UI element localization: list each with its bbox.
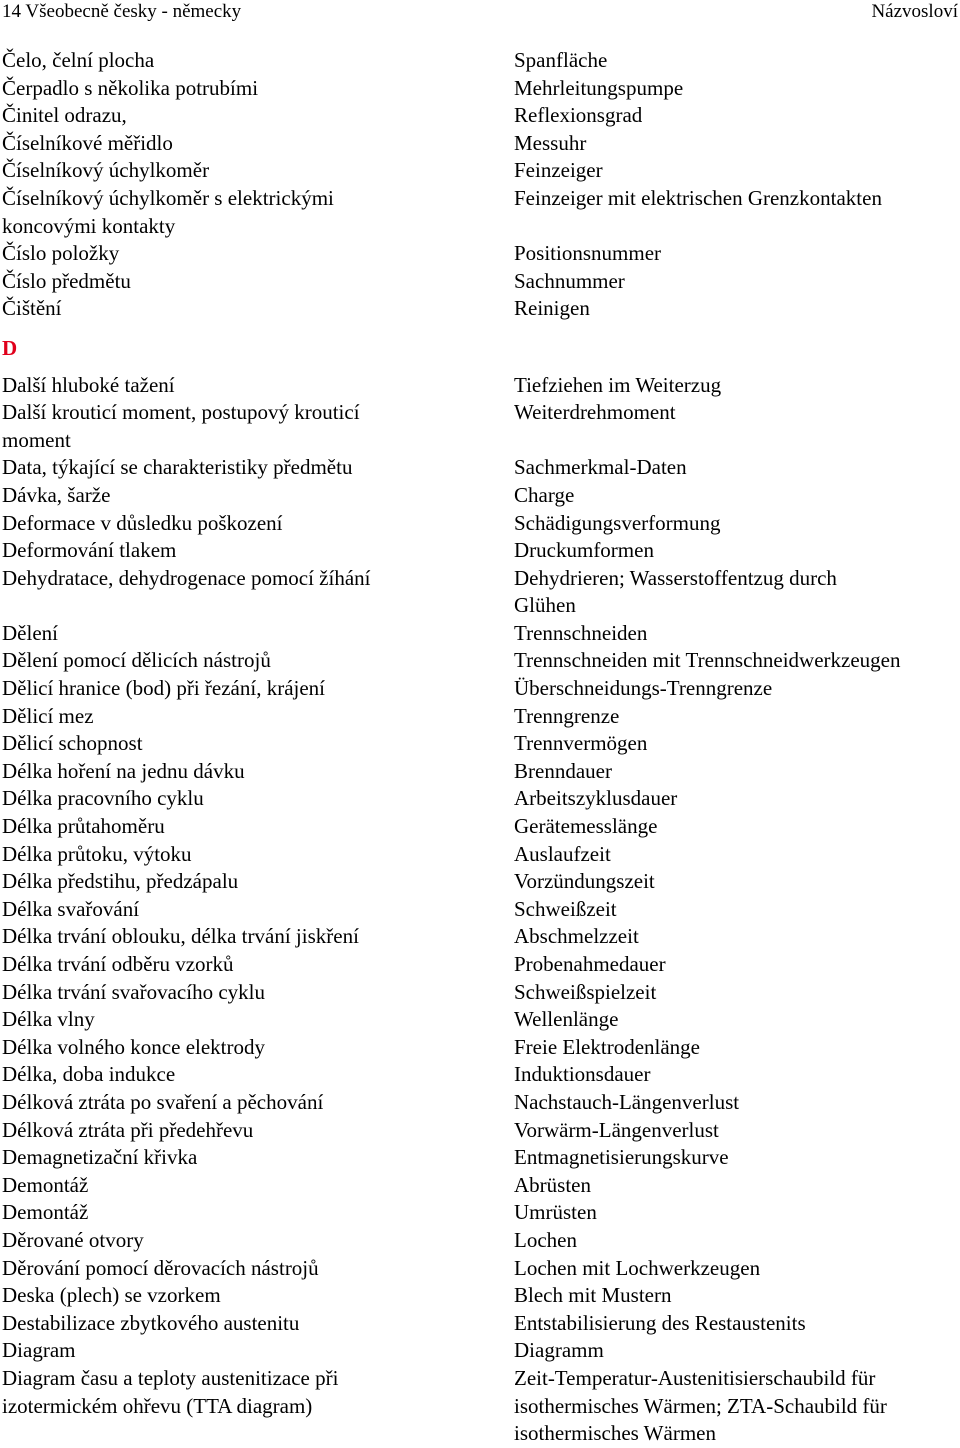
- german-term: Gerätemesslänge: [514, 814, 658, 839]
- czech-term: Délková ztráta po svaření a pěchování: [2, 1089, 324, 1114]
- glossary-row: [0, 1199, 960, 1227]
- glossary-row: [0, 240, 960, 268]
- glossary-row: [0, 482, 960, 510]
- czech-term: Deformace v důsledku poškození: [2, 510, 283, 535]
- page-header: [0, 0, 960, 24]
- glossary-row: [0, 1089, 960, 1117]
- glossary-row: [0, 1365, 960, 1448]
- glossary-row: [0, 399, 960, 454]
- glossary-row: [0, 620, 960, 648]
- german-term: Reflexionsgrad: [514, 103, 643, 128]
- german-term: Dehydrieren; Wasserstoffentzug durch Glühen: [514, 565, 837, 618]
- glossary-row: [0, 47, 960, 75]
- page-number-section-title: 14 Všeobecně česky - německy: [2, 1, 242, 22]
- glossary-row: [0, 896, 960, 924]
- glossary-row: [0, 1282, 960, 1310]
- glossary-row: [0, 537, 960, 565]
- glossary-row: [0, 1227, 960, 1255]
- german-term: Wellenlänge: [514, 1007, 619, 1032]
- czech-term: Délka vlny: [2, 1007, 95, 1032]
- section-letter: D: [2, 335, 18, 360]
- german-term: Lochen: [514, 1227, 577, 1252]
- german-term: Nachstauch-Längenverlust: [514, 1089, 740, 1114]
- german-term: Abrüsten: [514, 1172, 591, 1197]
- german-term: Positionsnummer: [514, 241, 662, 266]
- glossary-row: [0, 130, 960, 158]
- glossary-row: [0, 703, 960, 731]
- czech-term: Dělení: [2, 620, 58, 645]
- glossary-row: [0, 454, 960, 482]
- czech-term: Demagnetizační křivka: [2, 1145, 198, 1170]
- czech-term: Délka trvání svařovacího cyklu: [2, 979, 265, 1004]
- german-term: Spanfläche: [514, 48, 608, 72]
- czech-term: Číselníkové měřidlo: [2, 130, 173, 155]
- german-term: Sachmerkmal-Daten: [514, 455, 687, 480]
- glossary-row: [0, 1172, 960, 1200]
- czech-term: Diagram času a teploty austenitizace při izotermickém ohřevu (TTA diagram): [2, 1365, 339, 1418]
- german-term: Überschneidungs-Trenngrenze: [514, 676, 773, 701]
- czech-term: Dělení pomocí dělicích nástrojů: [2, 648, 271, 673]
- czech-term: Data, týkající se charakteristiky předmětu: [2, 455, 353, 480]
- czech-term: Délka svařování: [2, 896, 140, 921]
- german-term: Umrüsten: [514, 1200, 597, 1225]
- german-term: Zeit-Temperatur-Austenitisierschaubild für isothermisches Wärmen; ZTA-Schaubild für isothermisches Wärmen: [514, 1365, 887, 1446]
- czech-term: Děrované otvory: [2, 1227, 144, 1252]
- glossary-row: [0, 675, 960, 703]
- glossary-row: [0, 1337, 960, 1365]
- german-term: Schweißspielzeit: [514, 979, 657, 1004]
- german-term: Auslaufzeit: [514, 841, 611, 866]
- glossary-list: [0, 47, 960, 1448]
- czech-term: Činitel odrazu,: [2, 103, 127, 128]
- german-term: Vorwärm-Längenverlust: [514, 1117, 719, 1142]
- czech-term: Demontáž: [2, 1200, 89, 1225]
- czech-term: Dělicí hranice (bod) při řezání, krájení: [2, 676, 326, 701]
- czech-term: Číslo položky: [2, 241, 120, 266]
- glossary-row: [0, 730, 960, 758]
- german-term: Blech mit Mustern: [514, 1283, 672, 1308]
- czech-term: Čištění: [2, 296, 62, 321]
- glossary-row: [0, 1117, 960, 1145]
- german-term: Messuhr: [514, 130, 587, 155]
- czech-term: Délka průtahoměru: [2, 814, 165, 839]
- german-term: Diagramm: [514, 1338, 604, 1363]
- german-term: Charge: [514, 482, 575, 507]
- czech-term: Další krouticí moment, postupový krouticí moment: [2, 400, 360, 452]
- glossary-row: [0, 268, 960, 296]
- czech-term: Délka průtoku, výtoku: [2, 841, 192, 866]
- czech-term: Dehydratace, dehydrogenace pomocí žíhání: [2, 565, 371, 590]
- section-label: Názvosloví: [871, 1, 958, 22]
- glossary-row: [0, 923, 960, 951]
- glossary-row: [0, 185, 960, 240]
- german-term: Tiefziehen im Weiterzug: [514, 372, 722, 397]
- german-term: Entstabilisierung des Restaustenits: [514, 1310, 806, 1335]
- glossary-row: [0, 813, 960, 841]
- german-term: Mehrleitungspumpe: [514, 75, 684, 100]
- german-term: Arbeitszyklusdauer: [514, 786, 678, 811]
- german-term: Brenndauer: [514, 758, 612, 783]
- german-term: Weiterdrehmoment: [514, 400, 676, 425]
- czech-term: Délka volného konce elektrody: [2, 1034, 265, 1059]
- german-term: Freie Elektrodenlänge: [514, 1034, 701, 1059]
- german-term: Probenahmedauer: [514, 952, 666, 976]
- czech-term: Čerpadlo s několika potrubími: [2, 75, 259, 100]
- glossary-row: [0, 785, 960, 813]
- glossary-row: [0, 951, 960, 979]
- german-term: Trennschneiden mit Trennschneidwerkzeugen: [514, 648, 901, 673]
- czech-term: Délka hoření na jednu dávku: [2, 758, 245, 783]
- german-term: Lochen mit Lochwerkzeugen: [514, 1255, 761, 1280]
- czech-term: Číselníkový úchylkoměr: [2, 158, 210, 183]
- german-term: Feinzeiger: [514, 158, 603, 183]
- glossary-row: [0, 1061, 960, 1089]
- czech-term: Dávka, šarže: [2, 482, 111, 507]
- czech-term: Deska (plech) se vzorkem: [2, 1283, 221, 1308]
- czech-term: Délka předstihu, předzápalu: [2, 869, 239, 894]
- czech-term: Další hluboké tažení: [2, 372, 175, 397]
- czech-term: Délka pracovního cyklu: [2, 786, 204, 811]
- german-term: Trenngrenze: [514, 703, 620, 728]
- czech-term: Délka trvání oblouku, délka trvání jiskření: [2, 924, 359, 949]
- german-term: Schweißzeit: [514, 896, 617, 921]
- german-term: Feinzeiger mit elektrischen Grenzkontakten: [514, 185, 882, 210]
- glossary-row: [0, 758, 960, 786]
- glossary-row: [0, 1034, 960, 1062]
- german-term: Abschmelzzeit: [514, 924, 639, 949]
- glossary-row: [0, 1006, 960, 1034]
- glossary-row: [0, 1144, 960, 1172]
- german-term: Entmagnetisierungskurve: [514, 1145, 729, 1170]
- czech-term: Délka trvání odběru vzorků: [2, 952, 234, 976]
- glossary-row: [0, 510, 960, 538]
- german-term: Vorzündungszeit: [514, 869, 655, 894]
- czech-term: Číslo předmětu: [2, 268, 131, 293]
- czech-term: Demontáž: [2, 1172, 89, 1197]
- czech-term: Dělicí schopnost: [2, 731, 143, 756]
- glossary-row: [0, 102, 960, 130]
- czech-term: Deformování tlakem: [2, 538, 177, 563]
- german-term: Reinigen: [514, 296, 590, 321]
- glossary-row: [0, 565, 960, 620]
- czech-term: Děrování pomocí děrovacích nástrojů: [2, 1255, 319, 1280]
- glossary-row: [0, 372, 960, 400]
- german-term: Schädigungsverformung: [514, 510, 721, 535]
- section-letter-row: [0, 335, 960, 363]
- czech-term: Čelo, čelní plocha: [2, 48, 155, 72]
- czech-term: Délka, doba indukce: [2, 1062, 176, 1087]
- glossary-row: [0, 75, 960, 103]
- glossary-row: [0, 979, 960, 1007]
- german-term: Druckumformen: [514, 538, 654, 563]
- czech-term: Délková ztráta při předehřevu: [2, 1117, 254, 1142]
- czech-term: Číselníkový úchylkoměr s elektrickými koncovými kontakty: [2, 185, 334, 238]
- glossary-row: [0, 1310, 960, 1338]
- czech-term: Diagram: [2, 1338, 76, 1363]
- german-term: Trennvermögen: [514, 731, 648, 756]
- glossary-row: [0, 295, 960, 323]
- glossary-row: [0, 841, 960, 869]
- german-term: Trennschneiden: [514, 620, 648, 645]
- glossary-row: [0, 647, 960, 675]
- german-term: Induktionsdauer: [514, 1062, 651, 1087]
- glossary-row: [0, 868, 960, 896]
- czech-term: Destabilizace zbytkového austenitu: [2, 1310, 300, 1335]
- czech-term: Dělicí mez: [2, 703, 94, 728]
- glossary-row: [0, 157, 960, 185]
- glossary-row: [0, 1255, 960, 1283]
- german-term: Sachnummer: [514, 268, 625, 293]
